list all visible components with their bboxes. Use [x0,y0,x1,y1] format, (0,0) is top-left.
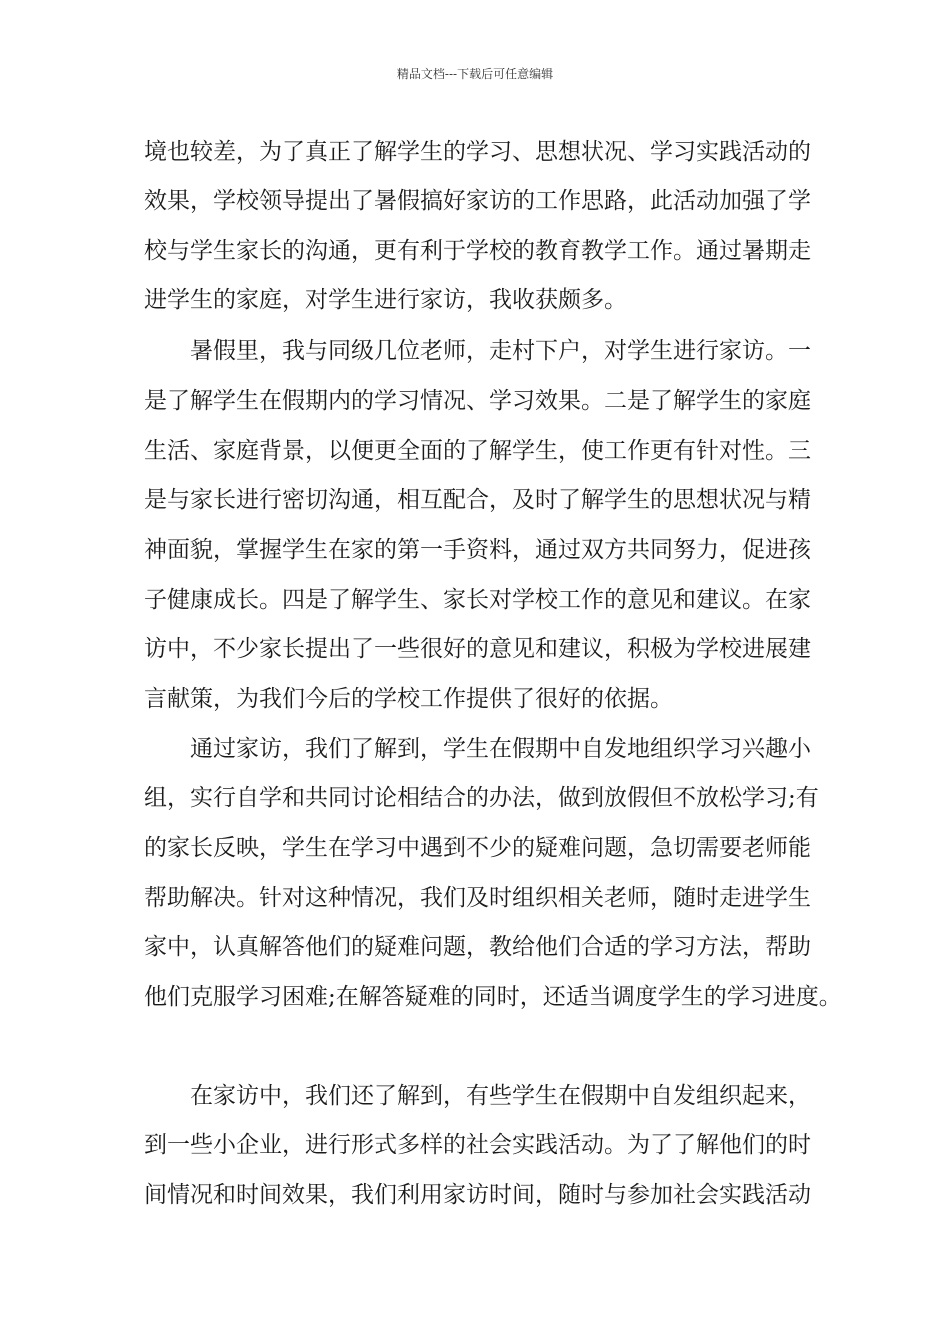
text-line: 是了解学生在假期内的学习情况、学习效果。二是了解学生的家庭 [144,388,811,414]
text-line: 子健康成长。四是了解学生、家长对学校工作的意见和建议。在家 [144,587,811,613]
text-line: 神面貌，掌握学生在家的第一手资料，通过双方共同努力，促进孩 [144,537,811,563]
text-line: 帮助解决。针对这种情况，我们及时组织相关老师，随时走进学生 [144,885,811,911]
text-line: 的家长反映，学生在学习中遇到不少的疑难问题，急切需要老师能 [144,835,811,861]
paragraph-first-line: 暑假里，我与同级几位老师，走村下户，对学生进行家访。一 [190,338,811,364]
text-line: 是与家长进行密切沟通，相互配合，及时了解学生的思想状况与精 [144,487,811,513]
text-line: 间情况和时间效果，我们利用家访时间，随时与参加社会实践活动 [144,1182,811,1208]
text-line: 境也较差，为了真正了解学生的学习、思想状况、学习实践活动的 [144,139,811,165]
paragraph-first-line: 在家访中，我们还了解到，有些学生在假期中自发组织起来， [190,1083,811,1109]
text-line: 访中，不少家长提出了一些很好的意见和建议，积极为学校进展建 [144,636,811,662]
text-line: 他们克服学习困难;在解答疑难的同时，还适当调度学生的学习进度。 [144,984,842,1010]
text-line: 进学生的家庭，对学生进行家访，我收获颇多。 [144,287,627,313]
text-line: 到一些小企业，进行形式多样的社会实践活动。为了了解他们的时 [144,1132,811,1158]
text-line: 效果，学校领导提出了暑假搞好家访的工作思路，此活动加强了学 [144,188,811,214]
paragraph-first-line: 通过家访，我们了解到，学生在假期中自发地组织学习兴趣小 [190,736,811,762]
text-line: 言献策，为我们今后的学校工作提供了很好的依据。 [144,686,673,712]
text-line: 生活、家庭背景，以便更全面的了解学生，使工作更有针对性。三 [144,438,811,464]
text-line: 校与学生家长的沟通，更有利于学校的教育教学工作。通过暑期走 [144,238,811,264]
text-line: 家中，认真解答他们的疑难问题，教给他们合适的学习方法，帮助 [144,934,811,960]
page-header: 精品文档---下载后可任意编辑 [396,67,554,81]
text-line: 组，实行自学和共同讨论相结合的办法，做到放假但不放松学习;有 [144,785,819,811]
